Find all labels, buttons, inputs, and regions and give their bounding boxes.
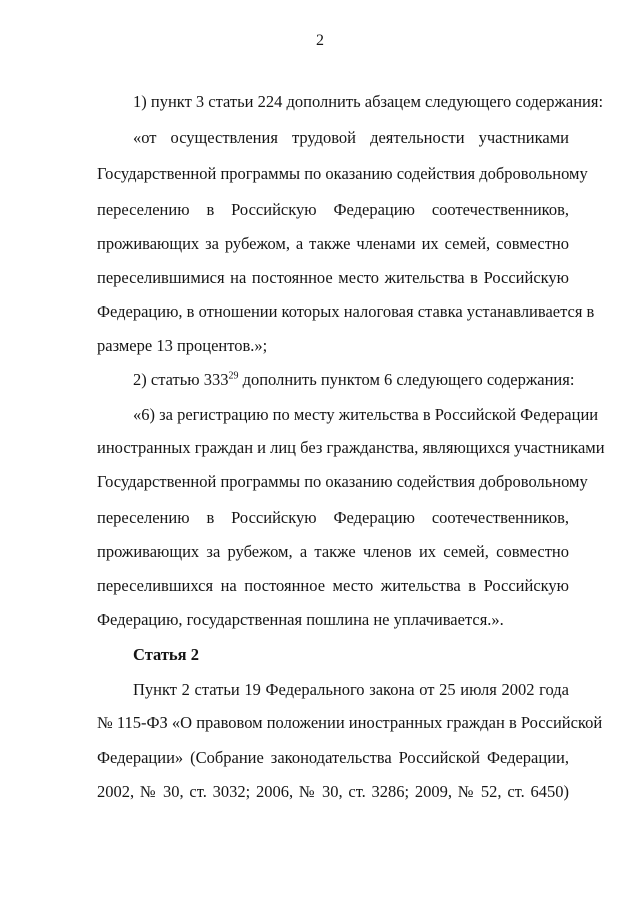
paragraph-line: проживающих за рубежом, а также членами их семей, совместно	[97, 234, 569, 253]
paragraph-line-text: 2) статью 333	[133, 370, 229, 389]
paragraph-line	[133, 370, 574, 390]
paragraph-line: Федерацию, в отношении которых налоговая ставка устанавливается в	[97, 302, 595, 321]
paragraph-line: 1) пункт 3 статьи 224 дополнить абзацем следующего содержания:	[133, 92, 604, 111]
paragraph-line: «от осуществления трудовой деятельности участниками	[133, 128, 569, 147]
paragraph-line: Государственной программы по оказанию содействия добровольному	[97, 472, 588, 491]
paragraph-line: переселившихся на постоянное место жительства в Российскую	[97, 576, 569, 595]
paragraph-line: переселению в Российскую Федерацию соотечественников,	[97, 200, 569, 219]
paragraph-line: проживающих за рубежом, а также членов их семей, совместно	[97, 542, 569, 561]
paragraph-line: № 115-ФЗ «О правовом положении иностранных граждан в Российской	[97, 713, 603, 732]
paragraph-line: Пункт 2 статьи 19 Федерального закона от 25 июля 2002 года	[133, 680, 569, 699]
paragraph-line: «6) за регистрацию по месту жительства в Российской Федерации	[133, 405, 599, 424]
paragraph-line: иностранных граждан и лиц без гражданства, являющихся участниками	[97, 438, 605, 457]
paragraph-line: переселению в Российскую Федерацию соотечественников,	[97, 508, 569, 527]
paragraph-line: Федерации» (Собрание законодательства Российской Федерации,	[97, 748, 569, 767]
paragraph-line: размере 13 процентов.»;	[97, 336, 268, 355]
paragraph-line-text: дополнить пунктом 6 следующего содержания:	[238, 370, 575, 389]
paragraph-line: переселившимися на постоянное место жительства в Российскую	[97, 268, 569, 287]
page-number: 2	[316, 32, 324, 49]
paragraph-line: Федерацию, государственная пошлина не уплачивается.».	[97, 610, 504, 629]
paragraph-line: Государственной программы по оказанию содействия добровольному	[97, 164, 588, 183]
paragraph-line: 2002, № 30, ст. 3032; 2006, № 30, ст. 3286; 2009, № 52, ст. 6450)	[97, 782, 569, 801]
article-heading: Статья 2	[133, 645, 199, 664]
superscript-number: 29	[228, 370, 239, 382]
